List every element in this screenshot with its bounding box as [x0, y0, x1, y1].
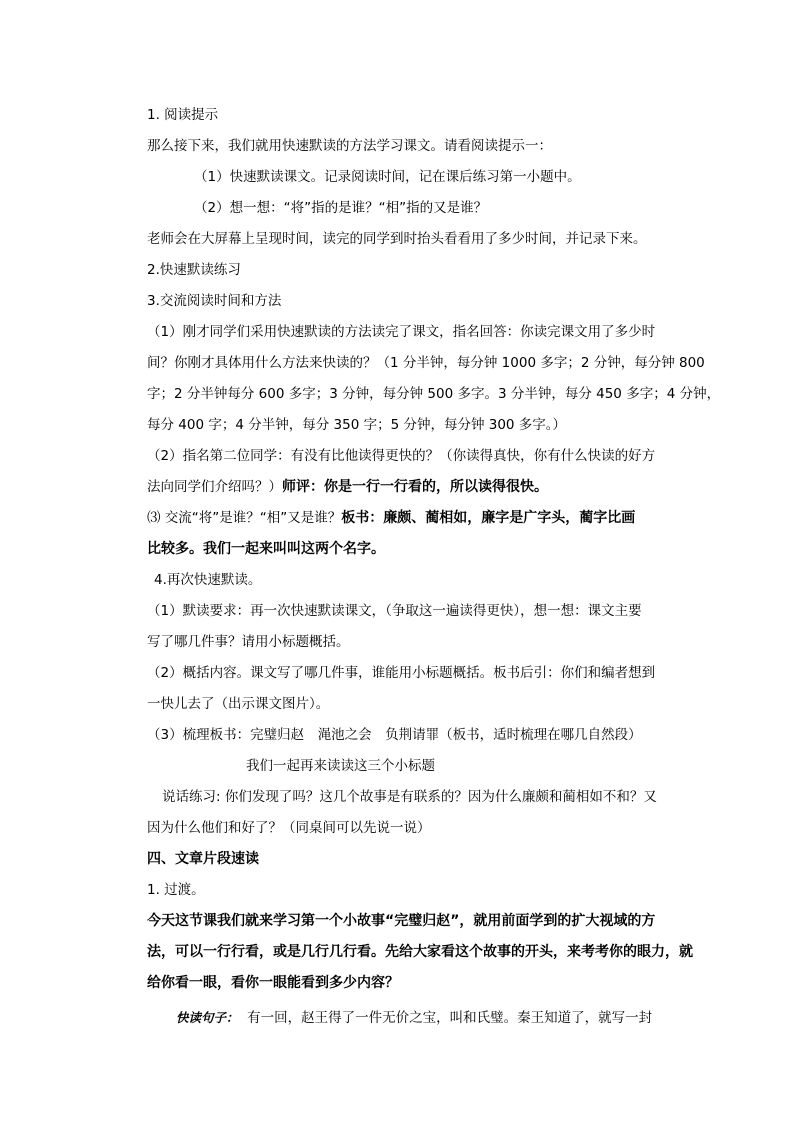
paragraph-line [147, 508, 635, 528]
quick-read-label: 快读句子： [176, 1010, 239, 1025]
paragraph-line: 写了哪几件事？请用小标题概括。 [147, 634, 350, 650]
section-heading: 2.快速默读练习 [147, 262, 241, 278]
paragraph-line [176, 1008, 652, 1028]
paragraph-text: 法向同学们介绍吗？） [147, 479, 282, 495]
paragraph-line [147, 477, 548, 497]
paragraph-line: 因为什么他们和好了？（同桌间可以先说一说） [147, 820, 431, 836]
paragraph-line: （1）快速默读课文。记录阅读时间，记在课后练习第一小题中。 [194, 169, 581, 185]
paragraph-line: （1）默读要求：再一次快速默读课文，（争取这一遍读得更快），想一想：课文主要 [147, 603, 642, 619]
paragraph-line: 每分 400 字；4 分半钟，每分 350 字；5 分钟，每分钟 300 多字。） [147, 417, 567, 433]
paragraph-line: 那么接下来，我们就用快速默读的方法学习课文。请看阅读提示一： [147, 138, 552, 154]
paragraph-line: 今天这节课我们就来学习第一个小故事“完璧归赵”，就用前面学到的扩大视域的方 [147, 913, 656, 929]
paragraph-line: 法，可以一行行看，或是几行几行看。先给大家看这个故事的开头，来考考你的眼力，就 [147, 944, 693, 960]
paragraph-line: （2）概括内容。课文写了哪几件事，谁能用小标题概括。板书后引：你们和编者想到 [147, 665, 656, 681]
paragraph-line: 间？你刚才具体用什么方法来快读的？（1 分半钟，每分钟 1000 多字；2 分钟，每分钟 800 [147, 355, 705, 371]
section-heading: 4.再次快速默读。 [154, 572, 262, 588]
section-heading: 3.交流阅读时间和方法 [147, 293, 282, 309]
paragraph-line: 给你看一眼，看你一眼能看到多少内容？ [147, 975, 399, 991]
paragraph-line: （3）梳理板书：完璧归赵 渑池之会 负荆请罪（板书，适时梳理在哪几自然段） [147, 727, 642, 743]
paragraph-line: 我们一起再来读读这三个小标题 [246, 758, 435, 774]
paragraph-line: 比较多。我们一起来叫叫这两个名字。 [147, 541, 385, 557]
paragraph-line: （2）想一想：“将”指的是谁？“相”指的又是谁？ [194, 200, 488, 216]
teacher-comment: 师评：你是一行一行看的，所以读得很快。 [282, 479, 548, 495]
section-heading: 1. 过渡。 [147, 882, 205, 898]
paragraph-text: ⑶ 交流“将”是谁？“相”又是谁？ [147, 510, 342, 526]
paragraph-line: （1）刚才同学们采用快速默读的方法读完了课文，指名回答：你读完课文用了多少时 [147, 324, 656, 340]
paragraph-text: 有一回，赵王得了一件无价之宝，叫和氏璧。秦王知道了，就写一封 [247, 1010, 653, 1026]
blackboard-note: 板书：廉颇、蔺相如，廉字是广字头，蔺字比画 [341, 510, 636, 526]
paragraph-line: 老师会在大屏幕上呈现时间，读完的同学到时抬头看看用了多少时间，并记录下来。 [147, 231, 647, 247]
paragraph-line: 说话练习: 你们发现了吗？这几个故事是有联系的？因为什么廉颇和蔺相如不和？又 [162, 789, 657, 805]
paragraph-line: （2）指名第二位同学：有没有比他读得更快的？（你读得真快，你有什么快读的好方 [147, 448, 656, 464]
section-heading-four: 四、文章片段速读 [147, 851, 259, 867]
paragraph-line: 一快儿去了（出示课文图片）。 [147, 696, 330, 712]
reading-tips-heading: 1. 阅读提示 [147, 107, 219, 123]
paragraph-line: 字；2 分半钟每分 600 多字；3 分钟，每分钟 500 多字。3 分半钟，每分 450 多字；4 分钟， [147, 386, 721, 402]
